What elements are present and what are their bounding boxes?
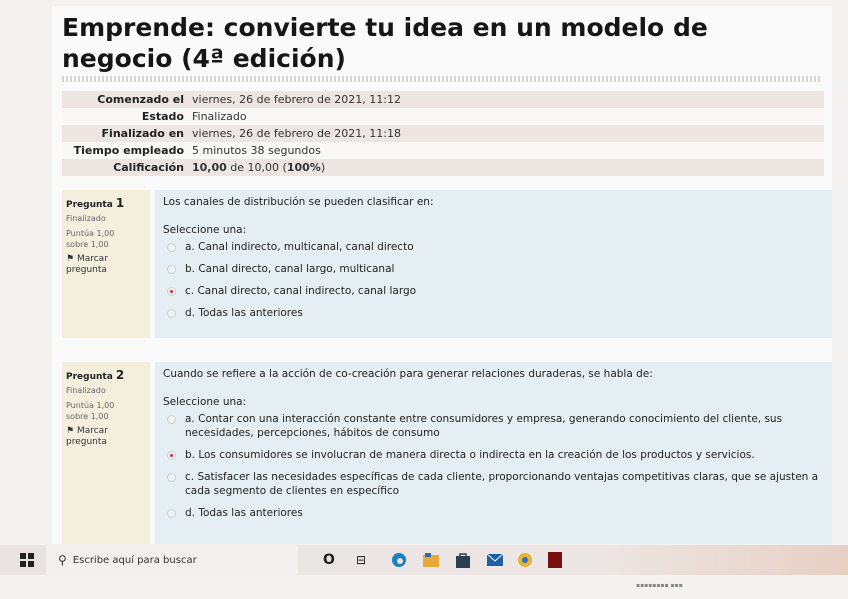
option-label: a. Contar con una interacción constante entre consumidores y empresa, generando conocimiento del cliente, sus necesidades, percepciones, hábitos de consumo: [185, 413, 783, 439]
radio-button[interactable]: [167, 243, 176, 252]
answer-prompt: Seleccione una:: [163, 396, 247, 408]
flag-label-2: pregunta: [66, 265, 107, 275]
summary-label: Calificación: [113, 161, 184, 174]
summary-value: viernes, 26 de febrero de 2021, 11:18: [192, 127, 401, 140]
windows-taskbar: [0, 545, 848, 575]
quiz-review-page: [52, 6, 832, 544]
score-max-line: sobre 1,00: [66, 240, 109, 249]
summary-value: viernes, 26 de febrero de 2021, 11:12: [192, 93, 401, 106]
option-label: b. Canal directo, canal largo, multicanal: [185, 263, 395, 275]
answer-option[interactable]: [163, 412, 824, 440]
radio-button[interactable]: [167, 309, 176, 318]
summary-row: [62, 159, 824, 176]
summary-label: Finalizado en: [101, 127, 184, 140]
answer-option[interactable]: [163, 284, 824, 298]
answer-option[interactable]: [163, 506, 824, 520]
search-icon: ⚲: [58, 553, 67, 567]
question-text: Los canales de distribución se pueden clasificar en:: [163, 196, 434, 208]
file-explorer-icon[interactable]: [420, 545, 442, 575]
question-score: [66, 400, 146, 422]
answer-prompt: Seleccione una:: [163, 224, 247, 236]
score-line: Puntúa 1,00: [66, 401, 115, 410]
answer-option[interactable]: [163, 448, 824, 462]
question-content: [155, 190, 832, 338]
edge-icon[interactable]: [388, 545, 410, 575]
flag-icon: ⚑: [66, 254, 75, 264]
flag-question-link[interactable]: [66, 254, 146, 276]
score-line: Puntúa 1,00: [66, 229, 115, 238]
cortana-icon[interactable]: O: [323, 552, 335, 568]
question-info: [62, 190, 150, 338]
radio-button-selected[interactable]: [167, 451, 176, 460]
flag-label: Marcar: [76, 254, 108, 264]
question-number: [66, 368, 146, 382]
question-number-value: 1: [115, 196, 125, 210]
question-score: [66, 228, 146, 250]
taskbar-search-box[interactable]: [46, 545, 298, 575]
radio-button-selected[interactable]: [167, 287, 176, 296]
grade-value: [188, 159, 824, 176]
chrome-icon[interactable]: [514, 545, 536, 575]
radio-button[interactable]: [167, 415, 176, 424]
summary-value: Finalizado: [192, 110, 247, 123]
option-label: c. Satisfacer las necesidades específicas de cada cliente, proporcionando ventajas competitivas claras, que se ajusten a cada segmento de clientes en específico: [185, 471, 819, 497]
question-number-value: 2: [115, 368, 125, 382]
option-label: b. Los consumidores se involucran de manera directa o indirecta en la creación de los productos y servicios.: [185, 449, 755, 461]
question-number: [66, 196, 146, 210]
summary-label: Estado: [141, 110, 184, 123]
question-state: Finalizado: [66, 386, 106, 395]
question-state: Finalizado: [66, 214, 106, 223]
course-title: Emprende: convierte tu idea en un modelo de negocio (4ª edición): [62, 13, 708, 73]
question-content: [155, 362, 832, 544]
task-view-icon[interactable]: ⊟: [355, 553, 367, 567]
search-placeholder: Escribe aquí para buscar: [72, 554, 197, 566]
flag-question-link[interactable]: [66, 426, 146, 448]
grade-max: de 10,00 (: [226, 161, 287, 174]
summary-label: Comenzado el: [97, 93, 184, 106]
acrobat-icon[interactable]: [544, 545, 566, 575]
grade-percent: 100%: [286, 161, 321, 174]
summary-value: 5 minutos 38 segundos: [192, 144, 321, 157]
question-info: [62, 362, 150, 544]
radio-button[interactable]: [167, 473, 176, 482]
mail-icon[interactable]: [484, 545, 506, 575]
option-label: a. Canal indirecto, multicanal, canal directo: [185, 241, 414, 253]
question-text: Cuando se refiere a la acción de co-creación para generar relaciones duraderas, se habla de:: [163, 368, 653, 380]
question-word: Pregunta: [66, 372, 113, 382]
flag-icon: ⚑: [66, 426, 75, 436]
radio-button[interactable]: [167, 265, 176, 274]
option-label: c. Canal directo, canal indirecto, canal largo: [185, 285, 417, 297]
divider: [62, 76, 822, 82]
option-label: d. Todas las anteriores: [185, 507, 303, 519]
score-max-line: sobre 1,00: [66, 412, 109, 421]
answer-option[interactable]: [163, 306, 824, 320]
summary-row: [62, 108, 824, 125]
answer-option[interactable]: [163, 240, 824, 254]
answer-option[interactable]: [163, 262, 824, 276]
question-1: [62, 190, 832, 340]
summary-row: [62, 142, 824, 159]
grade-close: ): [320, 161, 326, 174]
radio-button[interactable]: [167, 509, 176, 518]
grade-score: 10,00: [192, 161, 227, 174]
windows-start-icon[interactable]: [14, 545, 40, 575]
attempt-summary-table: [62, 91, 824, 176]
question-2: [62, 362, 832, 544]
answer-option[interactable]: [163, 470, 824, 498]
summary-row: [62, 125, 824, 142]
store-icon[interactable]: [452, 545, 474, 575]
summary-row: [62, 91, 824, 108]
question-word: Pregunta: [66, 200, 113, 210]
taskbar-edge-fragment: ▪▪▪▪▪▪▪▪ ▪▪▪: [636, 582, 683, 589]
option-label: d. Todas las anteriores: [185, 307, 303, 319]
flag-label-2: pregunta: [66, 437, 107, 447]
flag-label: Marcar: [76, 426, 108, 436]
summary-label: Tiempo empleado: [73, 144, 184, 157]
